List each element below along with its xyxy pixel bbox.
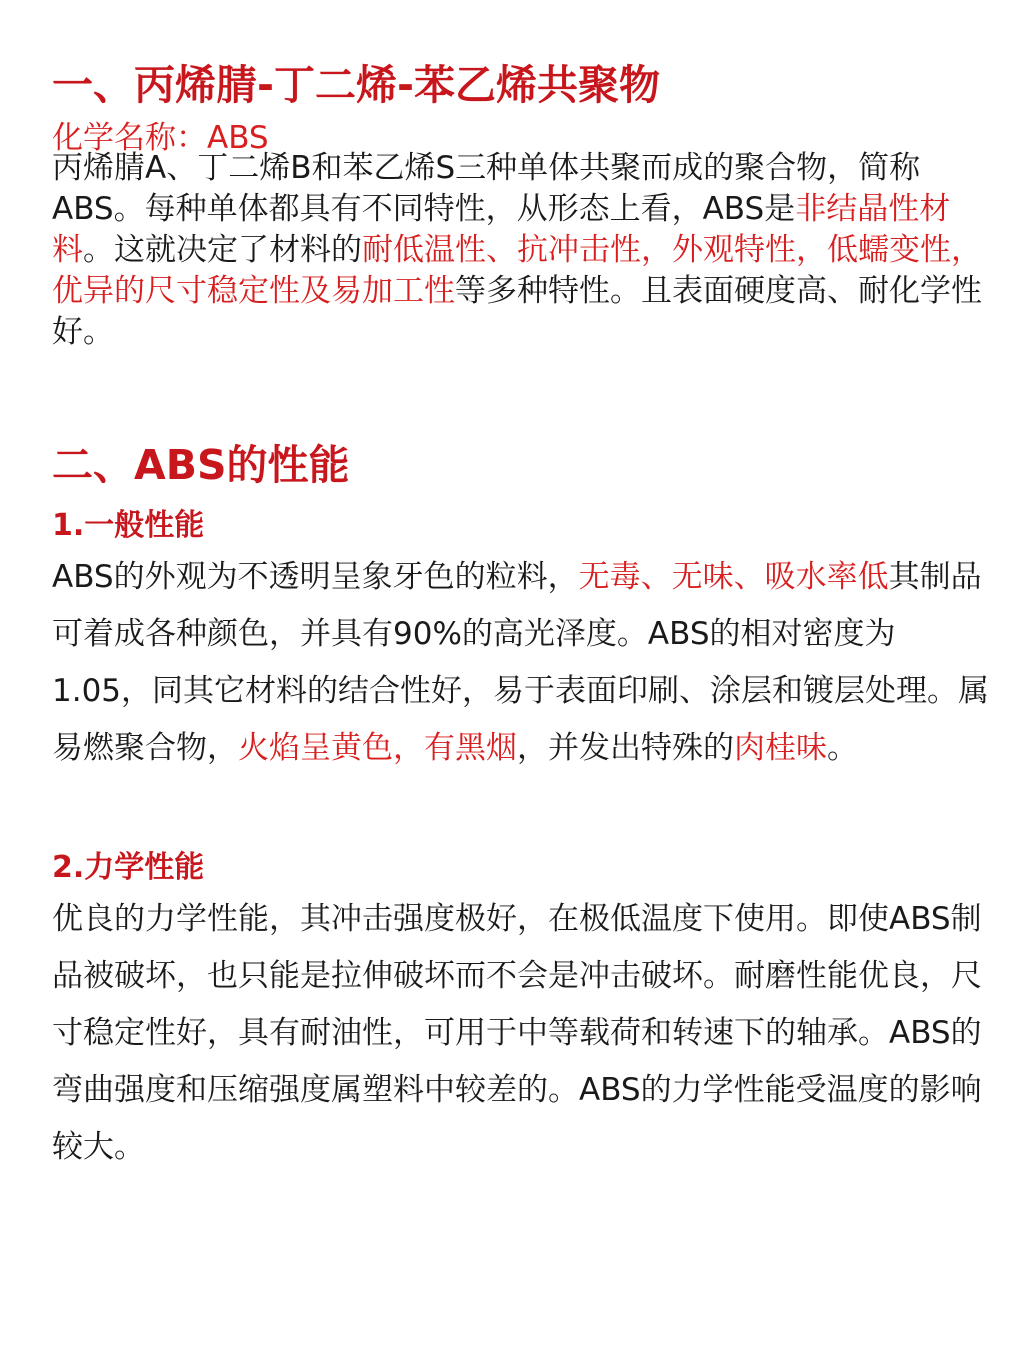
text-run: 。 [827,730,858,766]
text-run: ABS的外观为不透明呈象牙色的粒料， [52,559,579,595]
section2-title: 二、ABS的性能 [52,441,350,489]
text-run: ，并发出特殊的 [517,730,734,766]
text-run: 优良的力学性能，其冲击强度极好，在极低温度下使用。即使ABS制品被破坏，也只能是拉伸破坏而不会是冲击破坏。耐磨性能优良，尺寸稳定性好，具有耐油性，可用于中等载荷和转速下的轴承。ABS的弯曲强度和压缩强度属塑料中较差的。ABS的力学性能受温度的影响较大。 [52,901,982,1165]
general-properties-heading: 1.一般性能 [52,508,205,543]
section1-title: 一、丙烯腈-丁二烯-苯乙烯共聚物 [52,61,661,109]
section1-paragraph [52,148,992,353]
highlight-run: 无毒、无味、吸水率低 [578,559,889,595]
highlight-run: 火焰呈黄色，有黑烟 [238,730,517,766]
text-run: 等多种特性。且表面硬度高、耐化学性好。 [52,273,982,350]
text-run: 。这就决定了材料的 [83,232,362,268]
chemical-name-subtitle: 化学名称：ABS [52,120,269,156]
highlight-run: 肉桂味 [734,730,827,766]
text-run: 其制品可着成各种颜色，并具有90%的高光泽度。ABS的相对密度为1.05，同其它材料的结合性好，易于表面印刷、涂层和镀层处理。属易燃聚合物， [52,559,990,766]
highlight-run: 耐低温性、抗冲击性，外观特性，低蠕变性，优异的尺寸稳定性及易加工性 [52,232,982,309]
text-run: 丙烯腈A、丁二烯B和苯乙烯S三种单体共聚而成的聚合物，简称ABS。每种单体都具有不同特性，从形态上看，ABS是 [52,150,921,227]
mechanical-properties-paragraph [52,891,992,1176]
mechanical-properties-heading: 2.力学性能 [52,850,205,885]
highlight-run: 非结晶性材料 [52,191,951,268]
general-properties-paragraph [52,549,992,777]
